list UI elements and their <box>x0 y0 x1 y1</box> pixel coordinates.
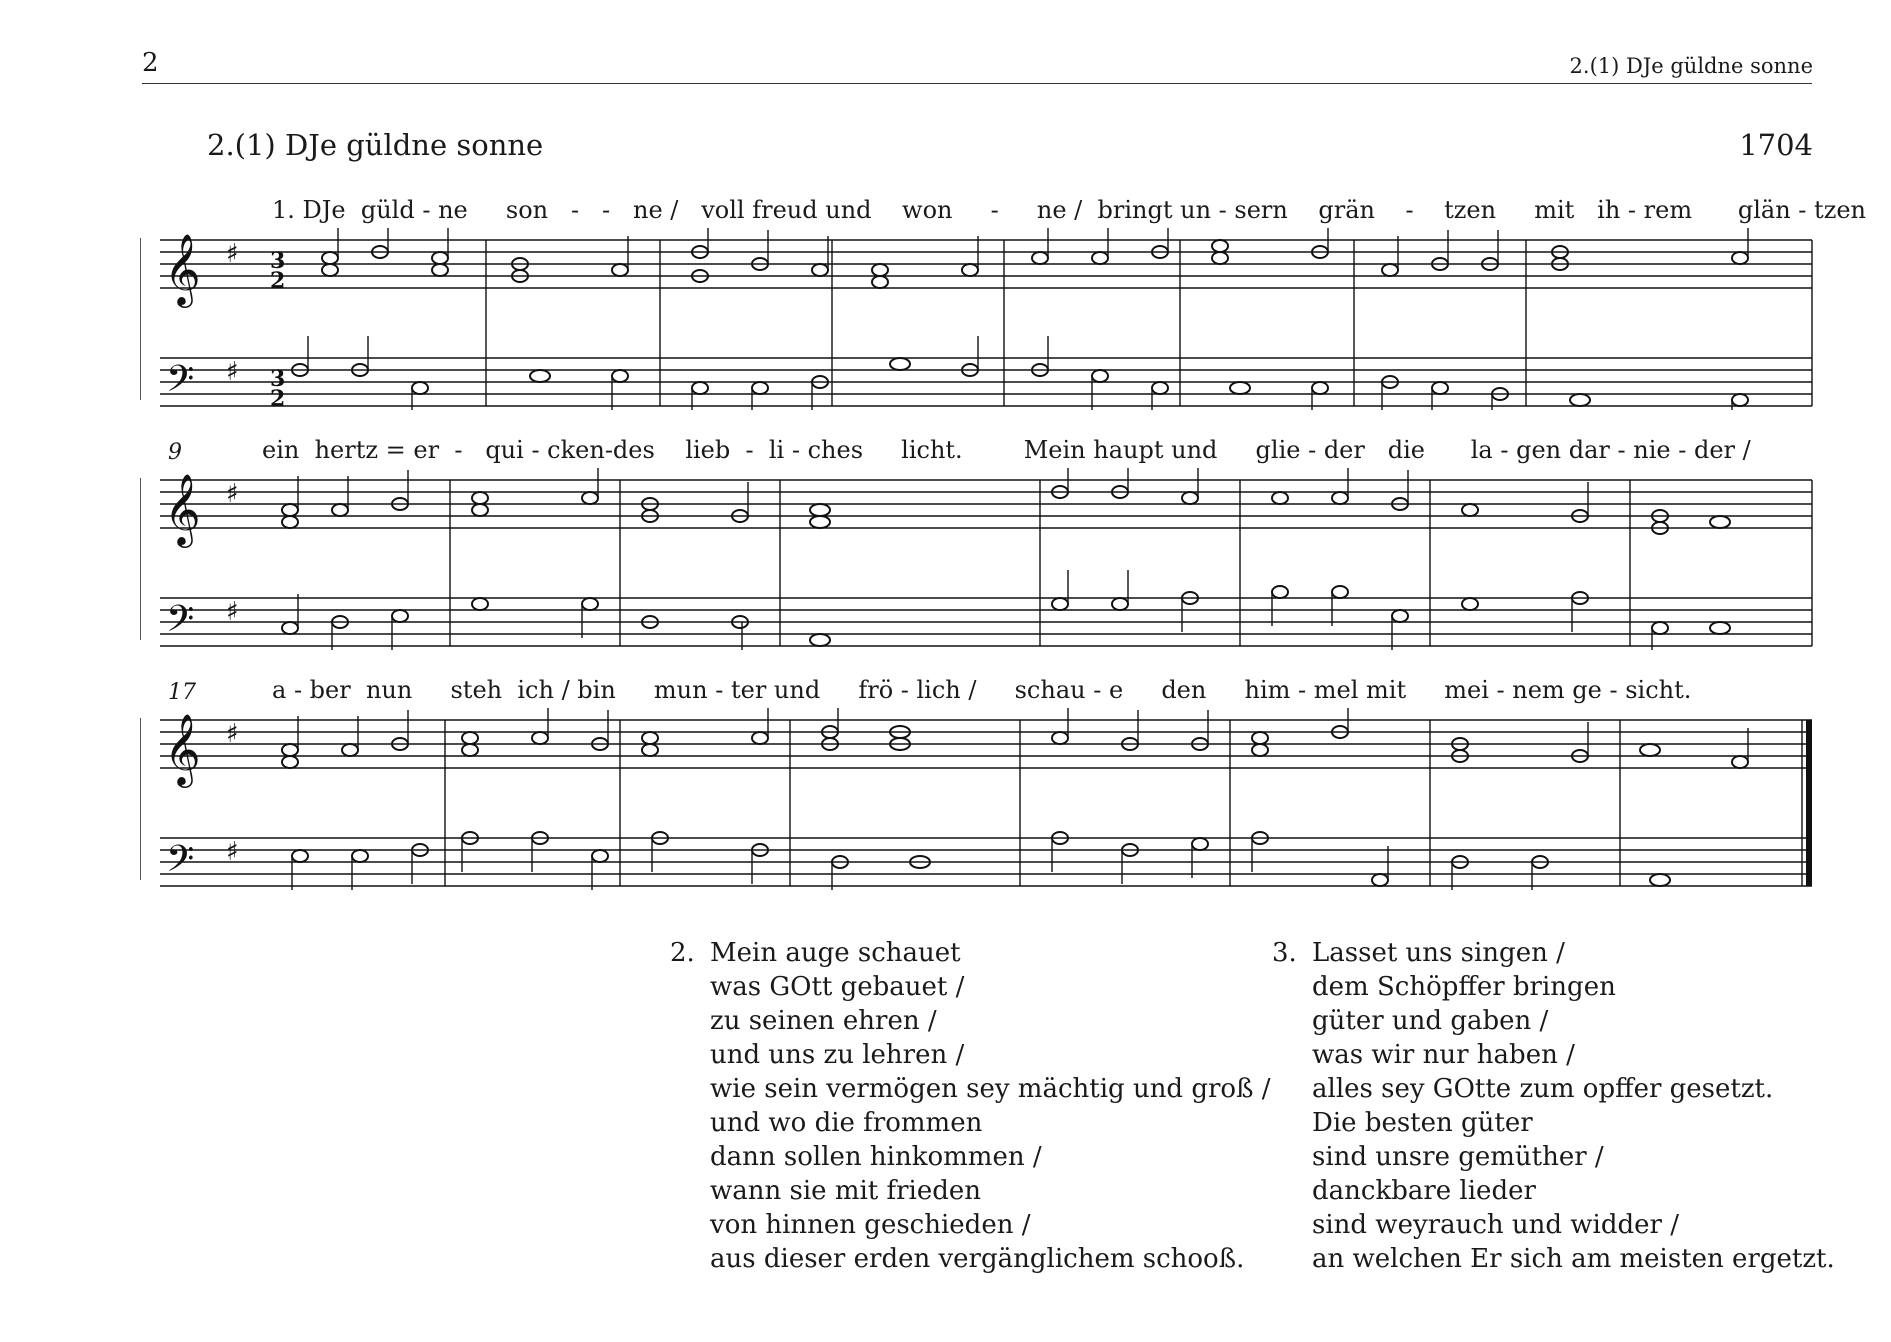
stanza-lines <box>1312 936 1835 1276</box>
stanza-3 <box>1272 936 1835 1286</box>
stanza-line: sind weyrauch und widder / <box>1312 1210 1679 1240</box>
music-system-1 <box>140 228 1820 414</box>
stanza-line: sind unsre gemüther / <box>1312 1142 1604 1172</box>
measure-number: 17 <box>168 680 196 705</box>
svg-text:3: 3 <box>270 248 286 274</box>
lyrics-line-1: 1. DJe güld - ne son - - ne / voll freud und won - ne / bringt un - sern grän - tzen mit ih - rem glän - tzen <box>272 196 1866 224</box>
stanza-line: aus dieser erden vergänglichem schooß. <box>710 1244 1245 1274</box>
stanza-lines <box>710 936 1270 1276</box>
stanza-line: dann sollen hinkommen / <box>710 1142 1042 1172</box>
stanza-line: wann sie mit frieden <box>710 1176 982 1206</box>
stanza-line: von hinnen geschieden / <box>710 1210 1031 1240</box>
svg-text:♯: ♯ <box>226 239 239 269</box>
measure-number: 9 <box>168 440 182 465</box>
svg-text:𝄞: 𝄞 <box>164 472 201 545</box>
page-number: 2 <box>142 48 159 78</box>
stanza-line: was GOtt gebauet / <box>710 972 965 1002</box>
svg-text:𝄢: 𝄢 <box>166 838 195 889</box>
svg-text:♯: ♯ <box>226 597 239 627</box>
svg-text:𝄢: 𝄢 <box>166 598 195 649</box>
staff-notation <box>140 468 1820 650</box>
svg-text:2: 2 <box>270 386 286 410</box>
svg-text:♯: ♯ <box>226 837 239 867</box>
lyrics-line-3: a - ber nun steh ich / bin mun - ter und frö - lich / schau - e den him - mel mit mei - nem ge - sicht. <box>272 676 1692 704</box>
stanza-2 <box>670 936 1271 1286</box>
stanza-line: Lasset uns singen / <box>1312 938 1565 968</box>
stanza-line: an welchen Er sich am meisten ergetzt. <box>1312 1244 1835 1274</box>
svg-text:𝄞: 𝄞 <box>164 712 201 785</box>
stanza-line: Die besten güter <box>1312 1108 1533 1138</box>
stanza-line: alles sey GOtte zum opffer gesetzt. <box>1312 1074 1774 1104</box>
stanza-line: dem Schöpffer bringen <box>1312 972 1616 1002</box>
staff-notation <box>140 228 1820 410</box>
svg-text:3: 3 <box>270 366 286 392</box>
hymn-title: 2.(1) DJe güldne sonne <box>207 128 544 162</box>
stanza-line: güter und gaben / <box>1312 1006 1549 1036</box>
stanza-line: wie sein vermögen sey mächtig und groß / <box>710 1074 1271 1104</box>
svg-text:♯: ♯ <box>226 719 239 749</box>
music-system-3 <box>140 708 1820 894</box>
stanza-line: und wo die frommen <box>710 1108 983 1138</box>
svg-text:𝄞: 𝄞 <box>164 232 201 305</box>
svg-text:♯: ♯ <box>226 479 239 509</box>
stanza-line: was wir nur haben / <box>1312 1040 1575 1070</box>
stanza-line: danckbare lieder <box>1312 1176 1536 1206</box>
stanza-line: Mein auge schauet <box>710 938 961 968</box>
running-head: 2.(1) DJe güldne sonne <box>1569 54 1813 78</box>
lyrics-line-2: ein hertz = er - qui - cken-des lieb - li - ches licht. Mein haupt und glie - der die la - gen dar - nie - der / <box>262 436 1751 464</box>
music-system-2 <box>140 468 1820 654</box>
header-rule <box>142 83 1812 84</box>
stanza-number: 3. <box>1272 938 1297 968</box>
svg-text:𝄢: 𝄢 <box>166 358 195 409</box>
svg-text:♯: ♯ <box>226 357 239 387</box>
svg-text:2: 2 <box>270 268 286 294</box>
stanza-number: 2. <box>670 938 695 968</box>
staff-notation <box>140 708 1820 890</box>
hymn-year: 1704 <box>1739 128 1813 162</box>
stanza-line: zu seinen ehren / <box>710 1006 937 1036</box>
stanza-line: und uns zu lehren / <box>710 1040 965 1070</box>
